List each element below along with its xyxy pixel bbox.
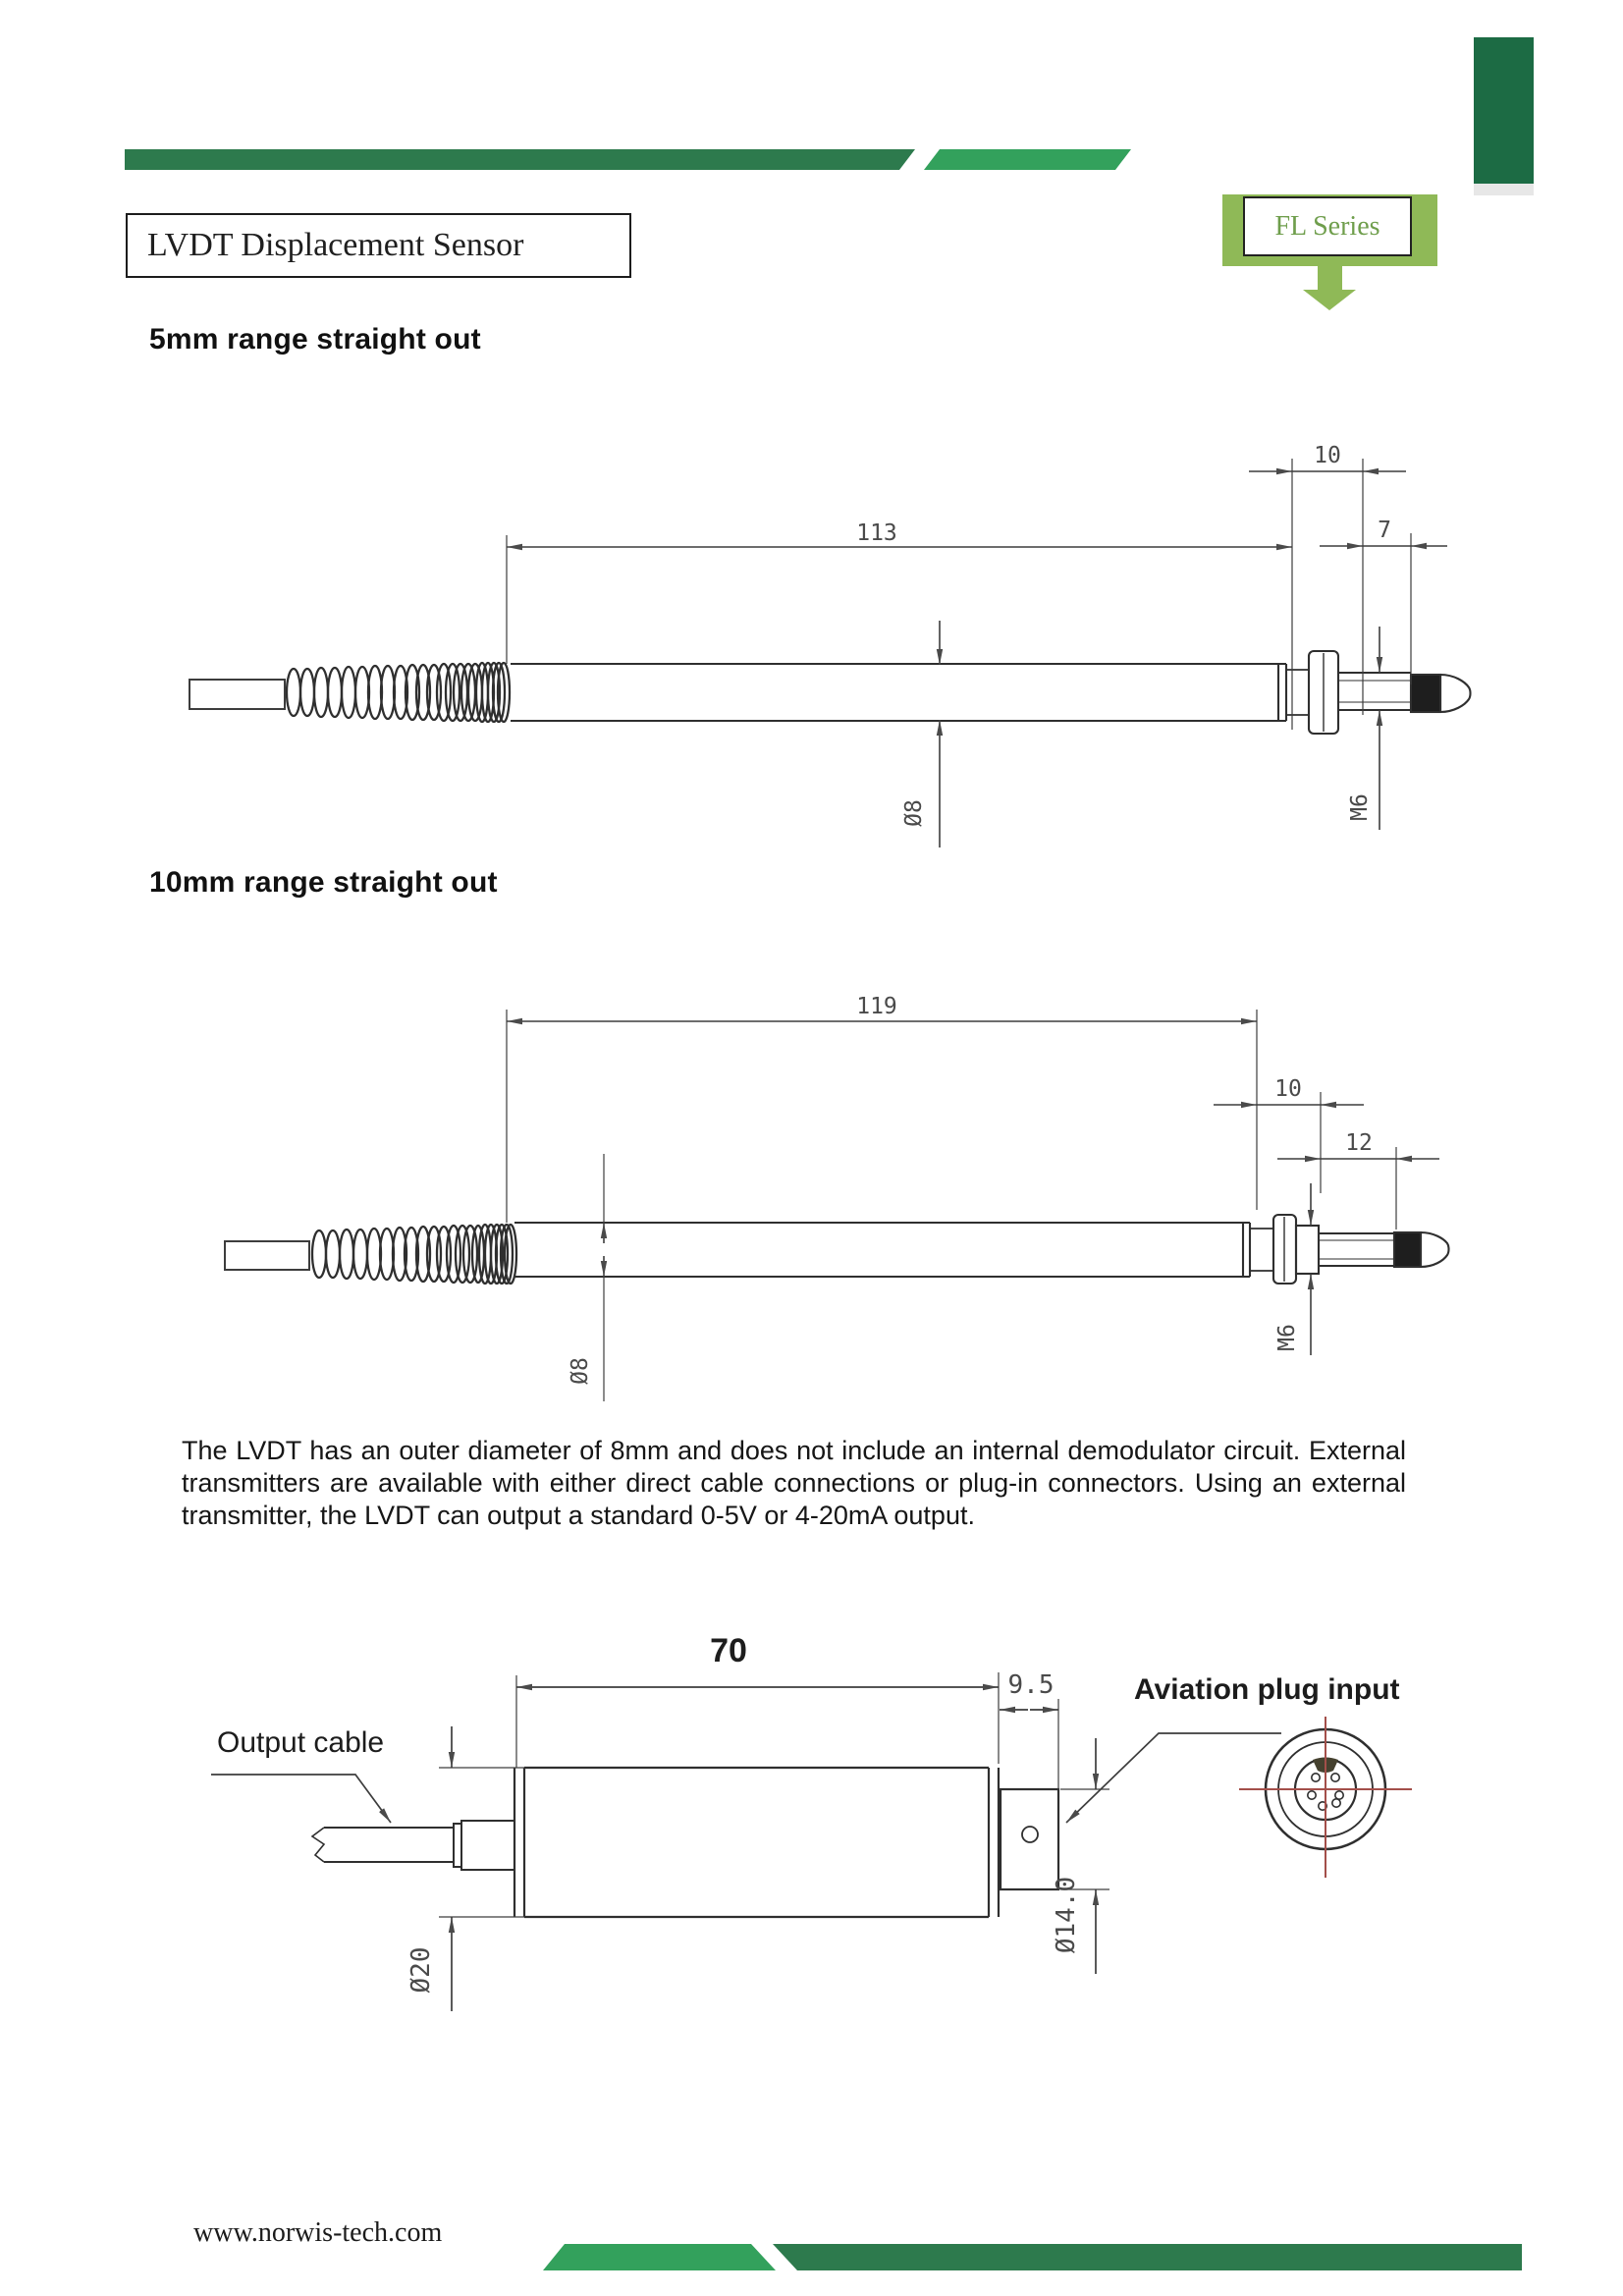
dim-10-label-10mm: 10 xyxy=(1274,1076,1302,1102)
plug-housing-hole xyxy=(1022,1827,1038,1842)
dim-length-70 xyxy=(516,1672,999,1768)
drawing-10mm xyxy=(225,1010,1449,1401)
dim-tip-10mm xyxy=(1277,1147,1439,1230)
dim-dia8-label-10mm: Ø8 xyxy=(568,1357,593,1385)
plug-housing xyxy=(1001,1789,1058,1889)
header-stripe-light xyxy=(924,149,1131,170)
sensor-body-5mm xyxy=(511,651,1471,734)
description-line: The LVDT has an outer diameter of 8mm and does not include an internal demodulator circuit. External xyxy=(182,1436,1406,1465)
dim-m6-label-5mm: M6 xyxy=(1347,793,1373,821)
dim-12-label: 12 xyxy=(1345,1130,1373,1156)
drawing-5mm xyxy=(189,459,1471,847)
plug-leader xyxy=(1066,1733,1281,1823)
sensor-body-10mm xyxy=(514,1215,1449,1284)
drawing-transmitter xyxy=(211,1672,1412,2011)
page-title: LVDT Displacement Sensor xyxy=(147,227,524,263)
transmitter-body xyxy=(514,1768,1058,1917)
dim-113-label: 113 xyxy=(856,520,897,546)
output-cable xyxy=(312,1821,514,1870)
probe-tip-10mm xyxy=(1394,1232,1421,1267)
corner-accent-block xyxy=(1474,37,1534,184)
footer-stripe-light xyxy=(543,2244,776,2270)
dim-95-label: 9.5 xyxy=(1007,1670,1055,1700)
dim-dia8-label-5mm: Ø8 xyxy=(901,799,927,827)
dim-plug-depth xyxy=(1000,1699,1058,1789)
series-badge-frame xyxy=(1243,196,1412,256)
dim-10-label-5mm: 10 xyxy=(1314,443,1341,468)
dim-m6-label-10mm: M6 xyxy=(1274,1324,1300,1351)
output-cable-label: Output cable xyxy=(217,1726,385,1759)
badge-arrow-icon xyxy=(1303,290,1356,310)
dim-119-label: 119 xyxy=(856,994,897,1019)
dim-70-label: 70 xyxy=(710,1632,747,1669)
dim-dia14-label: Ø14.0 xyxy=(1052,1876,1081,1954)
section-heading-10mm: 10mm range straight out xyxy=(149,866,498,899)
page-title-box xyxy=(126,213,631,278)
description-line: transmitter, the LVDT can output a standard 0-5V or 4-20mA output. xyxy=(182,1501,975,1530)
cable-5mm xyxy=(189,680,285,709)
dim-7-label: 7 xyxy=(1378,518,1391,543)
aviation-plug-label: Aviation plug input xyxy=(1134,1673,1400,1706)
dim-offset-10mm xyxy=(1214,1092,1364,1193)
spring-coils-5mm xyxy=(287,663,510,722)
badge-arrow-stem xyxy=(1318,266,1342,290)
description-line: transmitters are available with either direct cable connections or plug-in connectors. Using an external xyxy=(182,1468,1406,1498)
corner-accent-shadow xyxy=(1474,184,1534,195)
section-heading-5mm: 5mm range straight out xyxy=(149,323,481,355)
dim-dia20-label: Ø20 xyxy=(406,1946,436,1994)
website-link: www.norwis-tech.com xyxy=(193,2217,443,2248)
dim-offset-5mm xyxy=(1249,459,1406,715)
footer-stripe-dark xyxy=(773,2244,1522,2270)
series-badge-label: FL Series xyxy=(1274,211,1380,242)
dim-length-10mm xyxy=(507,1010,1257,1223)
description-paragraph xyxy=(182,1435,1406,1532)
header-stripe-dark xyxy=(125,149,915,170)
cable-10mm xyxy=(225,1241,309,1270)
dim-length-5mm xyxy=(507,459,1292,730)
cable-leader xyxy=(211,1775,391,1823)
probe-tip-5mm xyxy=(1411,675,1440,712)
spring-coils-10mm xyxy=(312,1225,516,1284)
